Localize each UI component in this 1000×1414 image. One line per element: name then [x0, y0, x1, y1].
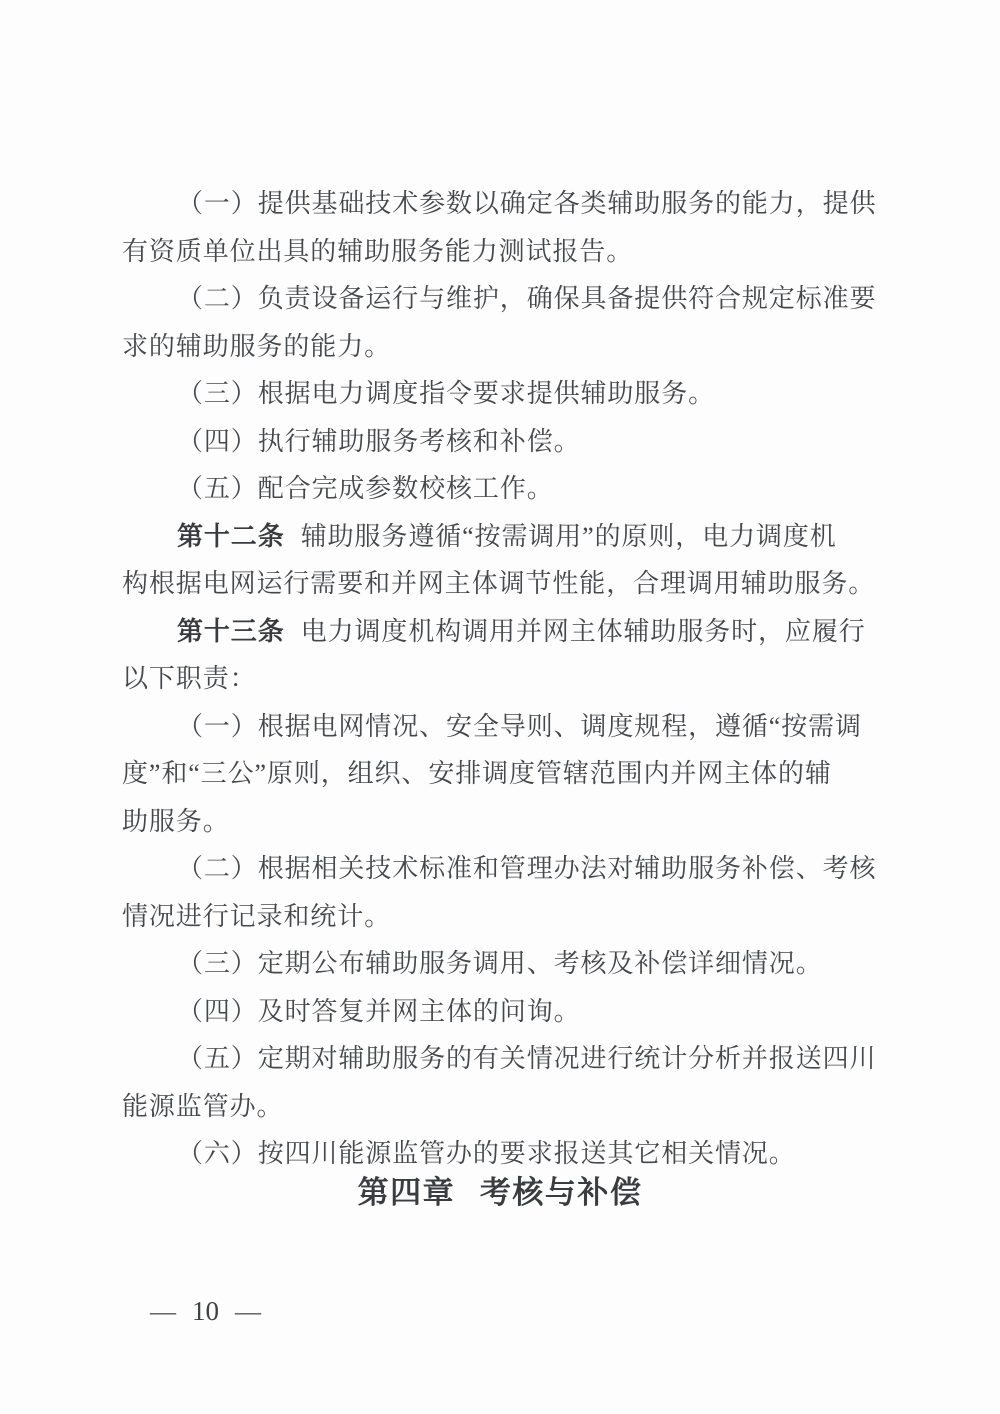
footer-dash-left: —: [150, 1297, 176, 1326]
text-line: 以下职责：: [122, 664, 257, 693]
text-line: 度”和“三公”原则，组织、安排调度管辖范围内并网主体的辅: [122, 759, 832, 788]
text-line: （三）根据电力调度指令要求提供辅助服务。: [177, 379, 716, 408]
text-line: （一）根据电网情况、安全导则、调度规程，遵循“按需调: [177, 711, 862, 741]
text-line: （四）及时答复并网主体的问询。: [177, 996, 581, 1026]
text-line: 第十二条 辅助服务遵循“按需调用”的原则，电力调度机: [177, 521, 837, 551]
text-line: （一）提供基础技术参数以确定各类辅助服务的能力，提供: [177, 189, 877, 218]
text-line: （四）执行辅助服务考核和补偿。: [177, 426, 581, 456]
text-line: （三）定期公布辅助服务调用、考核及补偿详细情况。: [177, 949, 823, 978]
chapter-title: 考核与补偿: [479, 1174, 643, 1210]
text-line: （二）根据相关技术标准和管理办法对辅助服务补偿、考核: [177, 854, 877, 883]
page-footer: [150, 1291, 261, 1332]
article-number: 第十三条: [177, 616, 285, 646]
chapter-label: 第四章: [357, 1174, 456, 1210]
text-line: （二）负责设备运行与维护，确保具备提供符合规定标准要: [177, 284, 877, 313]
text-line: 求的辅助服务的能力。: [122, 331, 392, 361]
text-line: （五）配合完成参数校核工作。: [177, 474, 554, 503]
page-number: 10: [192, 1296, 219, 1326]
article-number: 第十二条: [177, 521, 285, 551]
text-line: （五）定期对辅助服务的有关情况进行统计分析并报送四川: [177, 1044, 877, 1073]
text-line: （六）按四川能源监管办的要求报送其它相关情况。: [177, 1139, 796, 1168]
text-line: 情况进行记录和统计。: [122, 901, 392, 931]
text-line: 助服务。: [122, 806, 230, 836]
footer-dash-right: —: [235, 1297, 261, 1326]
text-line: 有资质单位出具的辅助服务能力测试报告。: [122, 236, 634, 266]
document-body: [122, 180, 878, 1216]
text-line: 能源监管办。: [122, 1091, 284, 1121]
text-line: 构根据电网运行需要和并网主体调节性能，合理调用辅助服务。: [122, 569, 876, 598]
text-line: 第十三条 电力调度机构调用并网主体辅助服务时，应履行: [177, 616, 866, 646]
